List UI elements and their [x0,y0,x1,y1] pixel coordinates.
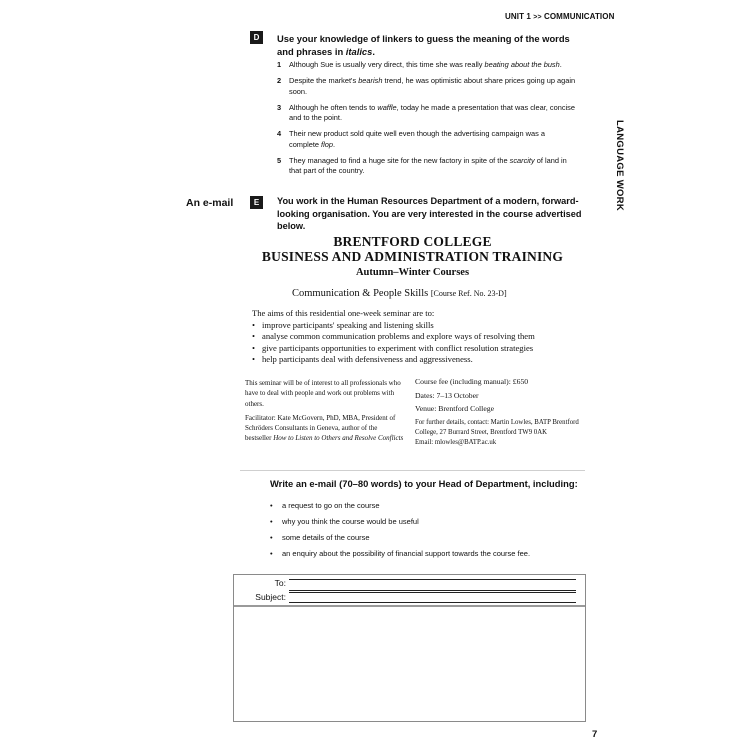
item-number: 3 [277,102,282,112]
advert-divider [240,470,585,471]
course-advert [240,232,585,467]
course-venue: Venue: Brentford College [415,404,494,414]
item-text-end: . [559,60,562,69]
task-point: • an enquiry about the possibility of financial support towards the course fee. [270,546,530,562]
item-italic-phrase: bearish [358,76,383,85]
exercise-d-instruction-text: Use your knowledge of linkers to guess the meaning of the words and phrases in italics. [277,33,570,57]
exercise-e-label: E [250,196,263,209]
course-dates: Dates: 7–13 October [415,390,479,400]
facilitator-book: How to Listen to Others and Resolve Conflicts [273,434,404,443]
advert-left-column [245,378,405,444]
course-name: Communication & People Skills [292,288,429,299]
task-point: • some details of the course [270,530,530,546]
item-number: 1 [277,60,282,69]
advert-right-column [415,377,580,448]
advert-college-name: BRENTFORD COLLEGE [333,234,492,249]
item-italic-phrase: waffle [377,102,397,112]
running-header [505,12,625,21]
item-number: 2 [277,76,282,85]
page-number: 7 [592,729,598,740]
side-tab-label: LANGUAGE WORK [614,120,625,211]
item-text-end: , today he made a presentation that was clear, concise and to the point. [289,102,575,122]
item-text-end: of land in that part of the country. [289,155,567,175]
exercise-item [277,129,574,150]
exercise-item [277,103,589,124]
writing-task-instruction: Write an e-mail (70–80 words) to your Head of Department, including: [270,478,578,489]
item-italic-phrase: scarcity [509,155,535,165]
unit-label: UNIT 1 [505,12,531,21]
exercise-e-instruction: You work in the Human Resources Department of a modern, forward-looking organisation. You are very interested in the course advertised below. [277,196,582,231]
subject-label: Subject: [255,592,286,602]
item-text: Although he often tends to [289,102,378,112]
item-text-end: trend, he was optimistic about share prices going up again soon. [289,76,576,96]
item-text: Their new product sold quite well even though the advertising campaign was a complete [289,129,545,149]
to-field[interactable] [289,579,576,591]
advert-facilitator [245,413,405,444]
item-text: They managed to find a huge site for the new factory in spite of the [289,155,510,165]
exercise-d-label: D [250,31,263,44]
email-body-field[interactable] [234,607,585,720]
aim-item: • give participants opportunities to experiment with conflict resolution strategies [260,343,535,355]
email-header-fields [234,575,585,607]
aims-intro: The aims of this residential one-week seminar are to: [252,308,435,318]
writing-task-points [270,498,530,562]
aim-item: • improve participants' speaking and listening skills [260,320,535,332]
exercise-d-items [277,60,597,182]
exercise-item [277,156,579,177]
aim-item: • analyse common communication problems and explore ways of resolving them [260,331,535,343]
to-label: To: [274,578,286,588]
email-form [233,574,586,722]
advert-audience: This seminar will be of interest to all professionals who have to deal with people and work out problems with others. [245,379,401,408]
exercise-item [277,60,597,71]
item-text: Despite the market's [289,76,359,85]
advert-course-title [292,288,507,299]
task-point: • why you think the course would be useful [270,514,530,530]
advert-training-title: BUSINESS AND ADMINISTRATION TRAINING [261,249,564,264]
facilitator-text: Facilitator: Kate McGovern, PhD, MBA, President of Schröders Consultants in Geneva, author of the bestseller [245,413,396,443]
exercise-d-instruction [277,32,577,58]
header-separator: >> [533,14,542,21]
contact-email: Email: mlowles@BATP.ac.uk [415,439,497,447]
item-number: 5 [277,155,282,165]
exercise-item [277,76,589,97]
item-italic-phrase: flop [321,139,333,149]
advert-aims [252,308,535,366]
advert-season: Autumn–Winter Courses [355,267,470,278]
aim-item: • help participants deal with defensiveness and aggressiveness. [260,354,535,366]
side-tab [611,120,627,210]
section-title: COMMUNICATION [543,12,615,21]
course-fee: Course fee (including manual): £650 [415,377,529,386]
item-italic-phrase: beating about the bush [484,60,560,69]
task-point: • a request to go on the course [270,498,530,514]
item-number: 4 [277,129,282,138]
contact-details: For further details, contact: Martin Lowles, BATP Brentford College, 27 Burrard Street, Brentford TW9 0AK [415,418,579,436]
subject-field[interactable] [289,592,576,603]
item-text-end: . [332,139,336,149]
item-text: Although Sue is usually very direct, this time she was really [289,60,485,69]
section-label-email: An e-mail [186,197,234,209]
course-ref: [Course Ref. No. 23-D] [430,289,507,298]
